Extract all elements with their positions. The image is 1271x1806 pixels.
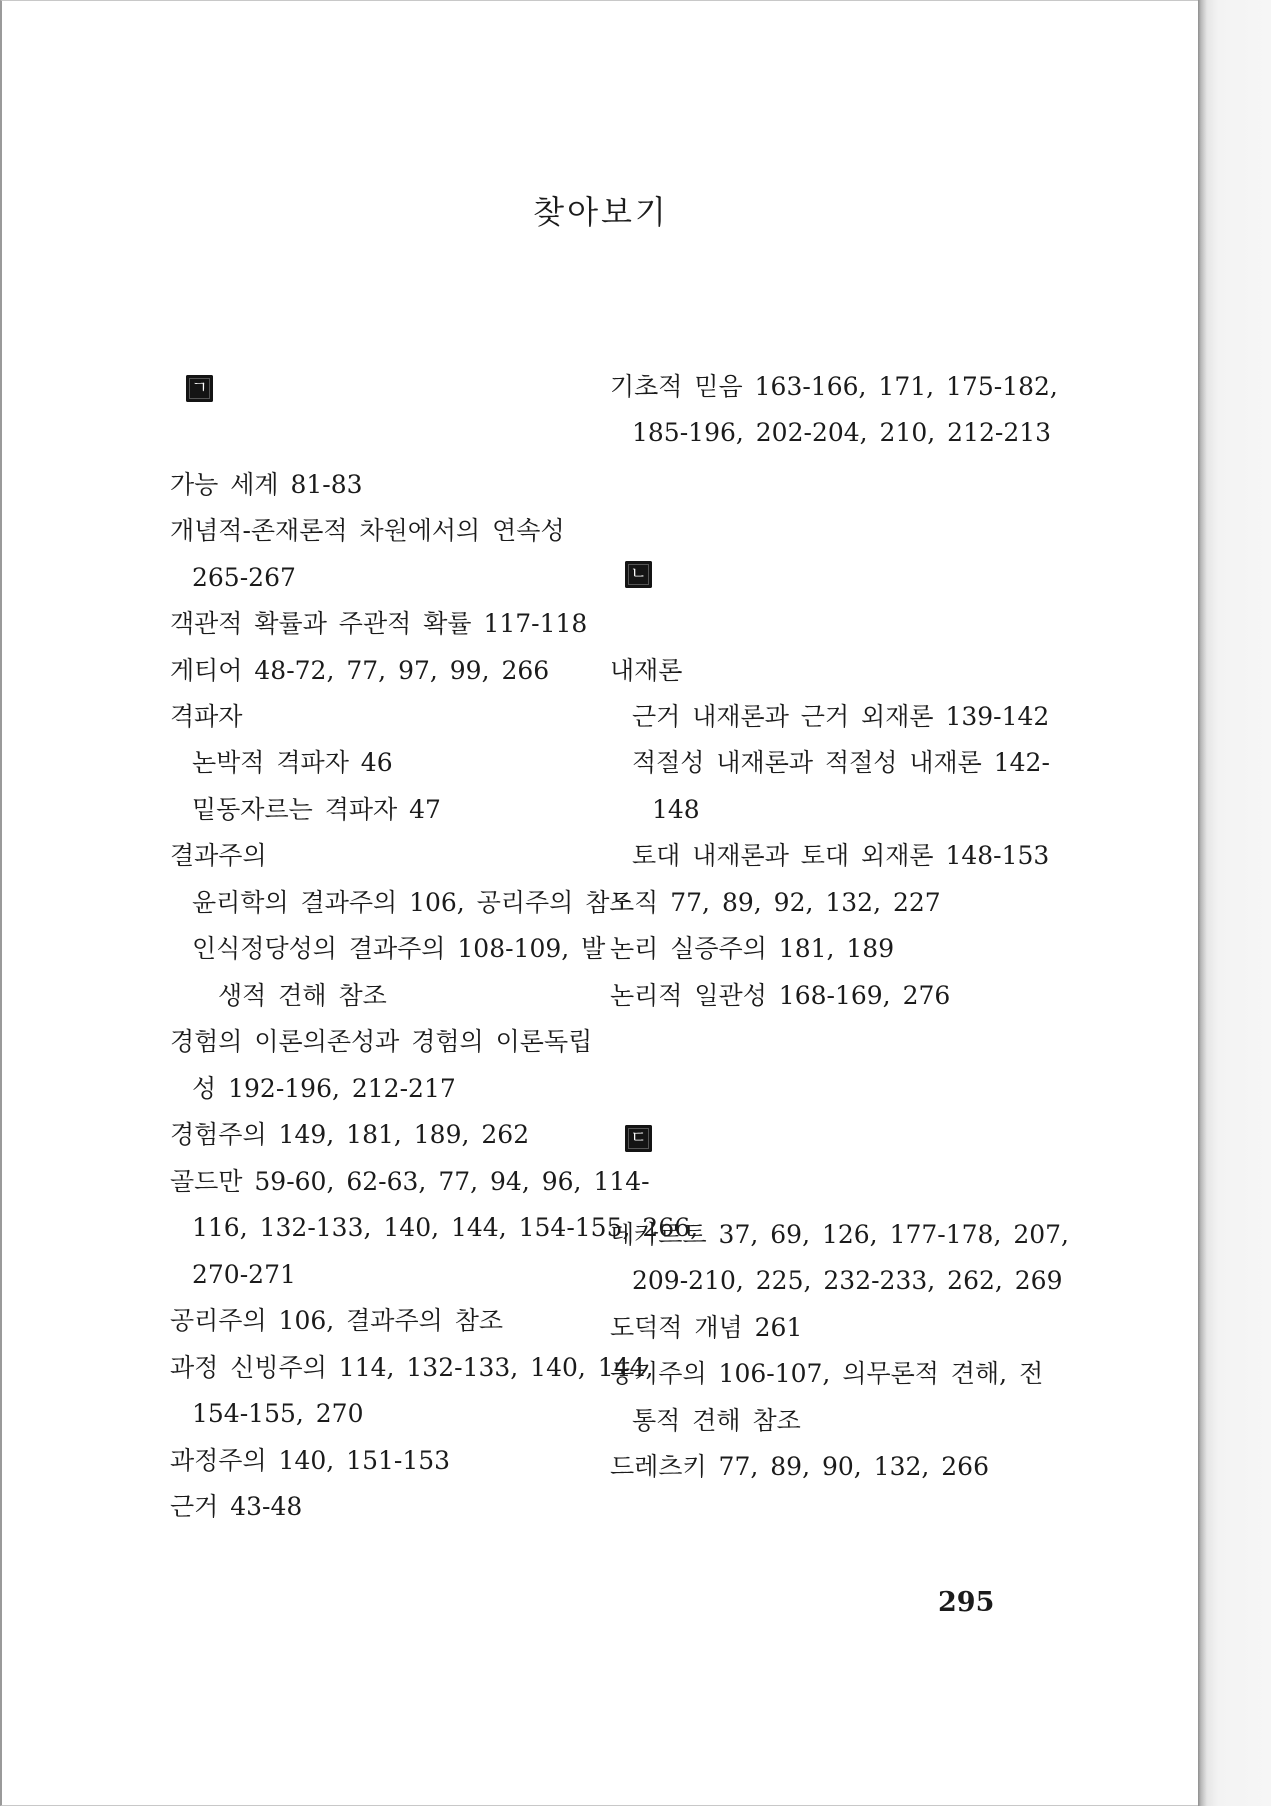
index-entry: 경험주의 149, 181, 189, 262	[170, 1120, 530, 1149]
index-entry: 과정주의 140, 151-153	[170, 1446, 451, 1475]
index-entry: 객관적 확률과 주관적 확률 117-118	[170, 609, 588, 638]
index-subentry-continuation: 148	[652, 795, 700, 824]
index-entry-continuation: 통적 견해 참조	[632, 1406, 801, 1435]
index-entry: 기초적 믿음 163-166, 171, 175-182,	[610, 372, 1058, 401]
index-entry-continuation: 185-196, 202-204, 210, 212-213	[632, 418, 1052, 447]
index-entry-continuation: 265-267	[192, 563, 296, 592]
index-entry: 개념적-존재론적 차원에서의 연속성	[170, 516, 565, 545]
index-subentry: 밑동자르는 격파자 47	[192, 795, 441, 824]
index-subentry: 인식정당성의 결과주의 108-109, 발	[192, 934, 606, 963]
page-number: 295	[938, 1587, 995, 1618]
index-entry: 공리주의 106, 결과주의 참조	[170, 1306, 504, 1335]
section-marker-giyeok: ㄱ	[186, 375, 213, 402]
index-subentry-continuation: 생적 견해 참조	[218, 981, 387, 1010]
index-entry-continuation: 성 192-196, 212-217	[192, 1074, 456, 1103]
index-entry-continuation: 270-271	[192, 1260, 296, 1289]
index-subentry: 근거 내재론과 근거 외재론 139-142	[632, 702, 1050, 731]
index-entry: 경험의 이론의존성과 경험의 이론독립	[170, 1027, 593, 1056]
index-subentry: 토대 내재론과 토대 외재론 148-153	[632, 841, 1050, 870]
index-entry-continuation: 209-210, 225, 232-233, 262, 269	[632, 1266, 1063, 1295]
index-entry: 격파자	[170, 702, 243, 731]
page-title: 찾아보기	[533, 193, 669, 231]
index-entry: 가능 세계 81-83	[170, 470, 363, 499]
index-entry: 데카르트 37, 69, 126, 177-178, 207,	[610, 1220, 1070, 1249]
index-entry: 도덕적 개념 261	[610, 1313, 803, 1342]
index-entry: 골드만 59-60, 62-63, 77, 94, 96, 114-	[170, 1167, 650, 1196]
viewer-scroll-gutter	[1198, 0, 1271, 1806]
index-entry: 논리 실증주의 181, 189	[610, 934, 895, 963]
index-entry: 과정 신빙주의 114, 132-133, 140, 144,	[170, 1353, 654, 1382]
section-marker-nieun: ㄴ	[625, 561, 652, 588]
index-entry: 근거 43-48	[170, 1492, 303, 1521]
index-entry-continuation: 154-155, 270	[192, 1399, 364, 1428]
index-entry: 내재론	[610, 656, 683, 685]
index-entry: 드레츠키 77, 89, 90, 132, 266	[610, 1452, 989, 1481]
index-subentry: 윤리학의 결과주의 106, 공리주의 참조	[192, 888, 634, 917]
section-marker-digeut: ㄷ	[625, 1125, 652, 1152]
index-entry: 논리적 일관성 168-169, 276	[610, 981, 951, 1010]
index-subentry: 논박적 격파자 46	[192, 748, 393, 777]
index-entry: 게티어 48-72, 77, 97, 99, 266	[170, 656, 550, 685]
index-entry: 결과주의	[170, 841, 267, 870]
index-subentry: 적절성 내재론과 적절성 내재론 142-	[632, 748, 1050, 777]
index-entry-continuation: 116, 132-133, 140, 144, 154-155, 266,	[192, 1213, 699, 1242]
index-entry: 노직 77, 89, 92, 132, 227	[610, 888, 941, 917]
index-entry: 동기주의 106-107, 의무론적 견해, 전	[610, 1359, 1044, 1388]
